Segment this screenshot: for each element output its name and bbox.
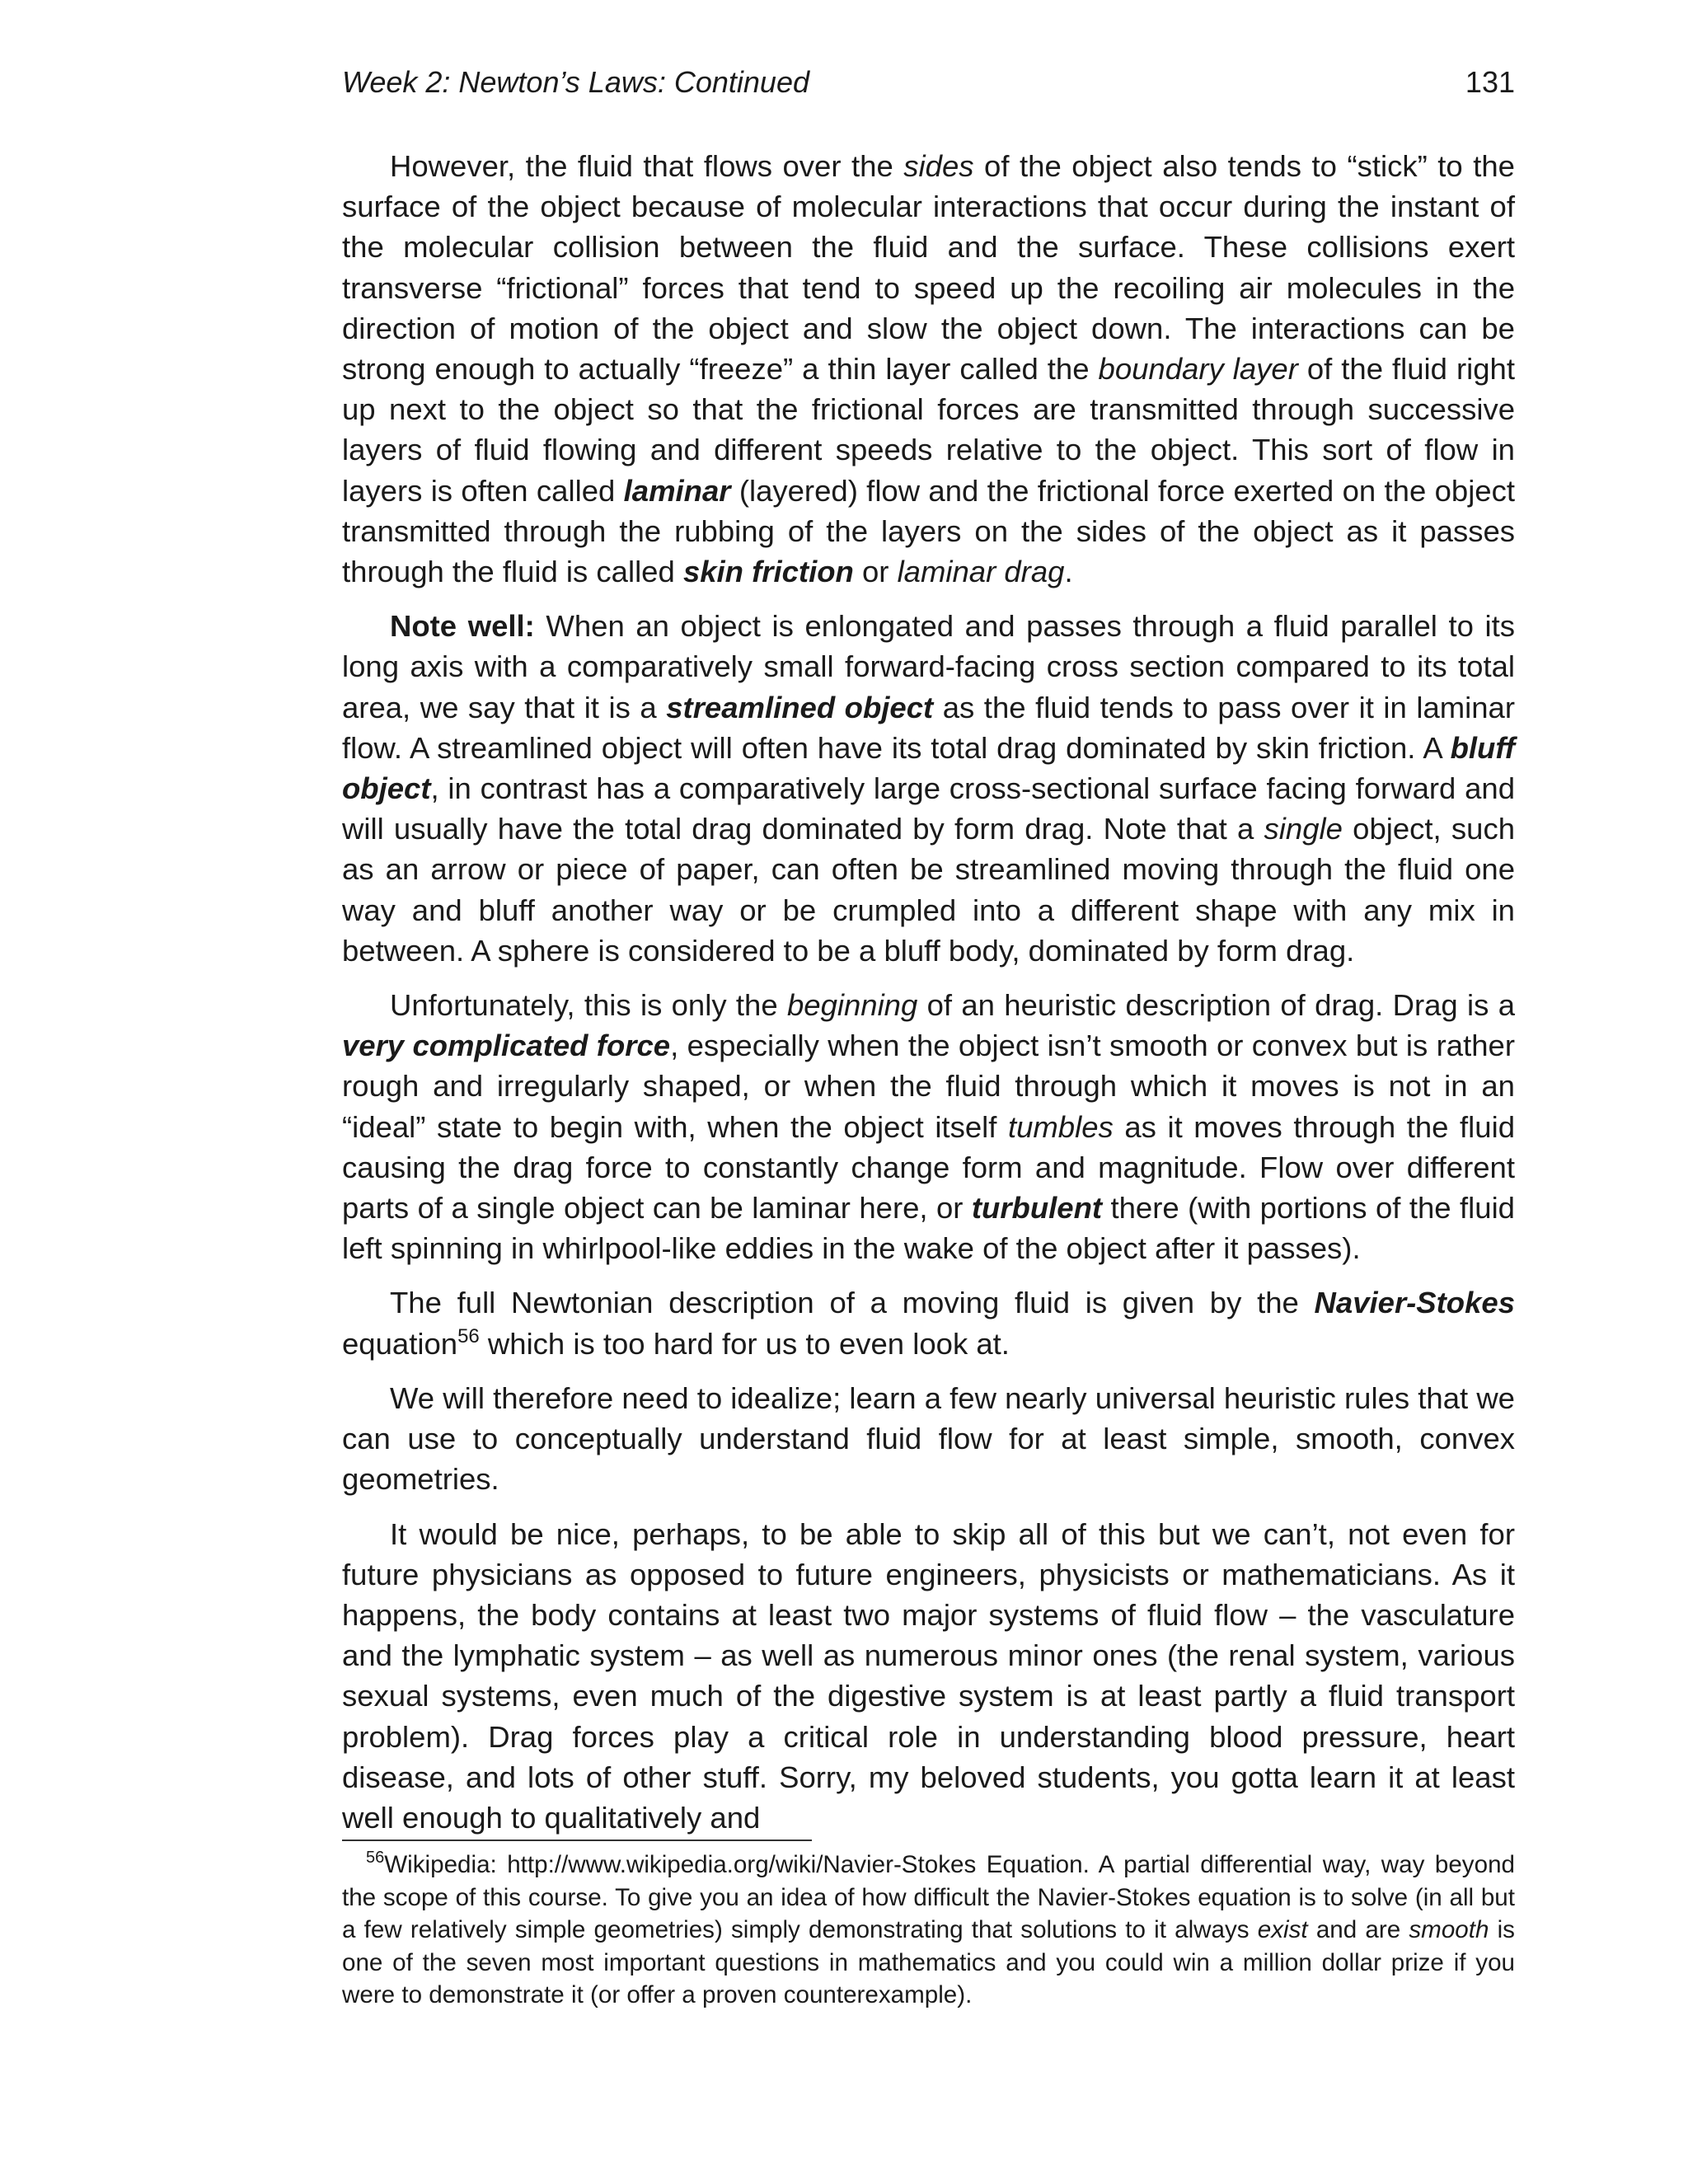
term-very-complicated-force: very complicated force [342,1029,671,1063]
paragraph-note-well: Note well: When an object is enlongated and passes through a fluid parallel to its long axis with a comparatively small forward-facing cross section compared to its total area, we say that it is a streamlined object as the fluid tends to pass over it in laminar flow. A streamlined object will often have its total drag dominated by skin friction. A bluff object, in contrast has a comparatively large cross-sectional surface facing forward and will usually have the total drag dominated by form drag. Note that a single object, such as an arrow or piece of paper, can often be streamlined moving through the fluid one way and bluff another way or be crumpled into a different shape with any mix in between. A sphere is considered to be a bluff body, dominated by form drag. [342,609,1516,968]
emphasis-sides: sides [903,149,974,183]
chapter-title: Week 2: Newton’s Laws: Continued [342,65,809,99]
emphasis-beginning: beginning [786,988,918,1023]
footnote-divider [342,1840,812,1841]
term-bluff-object: bluff object [342,730,1515,806]
emphasis-single: single [1264,812,1343,846]
paragraph-idealize: We will therefore need to idealize; learn a few nearly universal heuristic rules that we can use to conceptually understand fluid flow for at least simple, smooth, convex geometries. [342,1380,1515,1497]
page-number: 131 [1465,65,1515,99]
body-text [342,146,1515,1852]
term-navier-stokes: Navier-Stokes [1314,1286,1515,1320]
emphasis-tumbles: tumbles [1007,1109,1114,1144]
term-streamlined-object: streamlined object [666,690,934,724]
footnote-56: $^{56}$Wikipedia: http://www.wikipedia.org/wiki/Navier-Stokes Equation. A partial differential way, way beyond the scope of this course. To give you an idea of how difficult the Navier-Stokes equation is to solve (in all but a few relatively simple geometries) simply demonstrating that solutions to it always exist and are smooth is one of the seven most important questions in mathematics and you could win a million dollar prize if you were to demonstrate it (or offer a proven counterexample). [342,1849,1515,2008]
emphasis-boundary-layer: boundary layer [1098,352,1298,387]
paragraph-boundary-layer: However, the fluid that flows over the sides of the object also tends to “stick” to the surface of the object because of molecular interactions that occur during the instant of the molecular collision between the fluid and the surface. These collisions exert transverse “frictional” forces that tend to speed up the recoiling air molecules in the direction of motion of the object and slow the object down. The interactions can be strong enough to actually “freeze” a thin layer called the boundary layer of the fluid right up next to the object so that the frictional forces are transmitted through successive layers of fluid flowing and different speeds relative to the object. This sort of flow in layers is often called laminar (layered) flow and the frictional force exerted on the object transmitted through the rubbing of the layers on the sides of the object as it passes through the fluid is called skin friction or laminar drag. [342,149,1515,589]
emphasis-laminar-drag: laminar drag [897,555,1065,589]
note-well-label: Note well: [390,609,535,644]
term-skin-friction: skin friction [682,555,854,589]
term-laminar: laminar [623,473,731,508]
running-header [342,63,1515,102]
emphasis-exist: exist [1257,1916,1308,1943]
footnote-mark: 56 [366,1849,385,1867]
paragraph-complicated-force: Unfortunately, this is only the beginning of an heuristic description of drag. Drag is a very complicated force, especially when the object isn’t smooth or convex but is rather rough and irregularly shaped, or when the fluid through which it moves is not in an “ideal” state to begin with, when the object itself tumbles as it moves through the fluid causing the drag force to constantly change form and magnitude. Flow over different parts of a single object can be laminar here, or turbulent there (with portions of the fluid left spinning in whirlpool-like eddies in the wake of the object after it passes). [342,988,1516,1266]
term-turbulent: turbulent [971,1191,1103,1226]
footnote-reference[interactable]: 56 [457,1324,480,1347]
emphasis-smooth: smooth [1409,1916,1489,1943]
paragraph-navier-stokes: The full Newtonian description of a moving fluid is given by the Navier-Stokes equation$^{56}$ which is too hard for us to even look at. [342,1286,1515,1361]
paragraph-physicians: It would be nice, perhaps, to be able to skip all of this but we can’t, not even for future physicians as opposed to future engineers, physicists or mathematicians. As it happens, the body contains at least two major systems of fluid flow – the vasculature and the lymphatic system – as well as numerous minor ones (the renal system, various sexual systems, even much of the digestive system is at least partly a fluid transport problem). Drag forces play a critical role in understanding blood pressure, heart disease, and lots of other stuff. Sorry, my beloved students, you gotta learn it at least well enough to qualitatively and [342,1516,1515,1835]
